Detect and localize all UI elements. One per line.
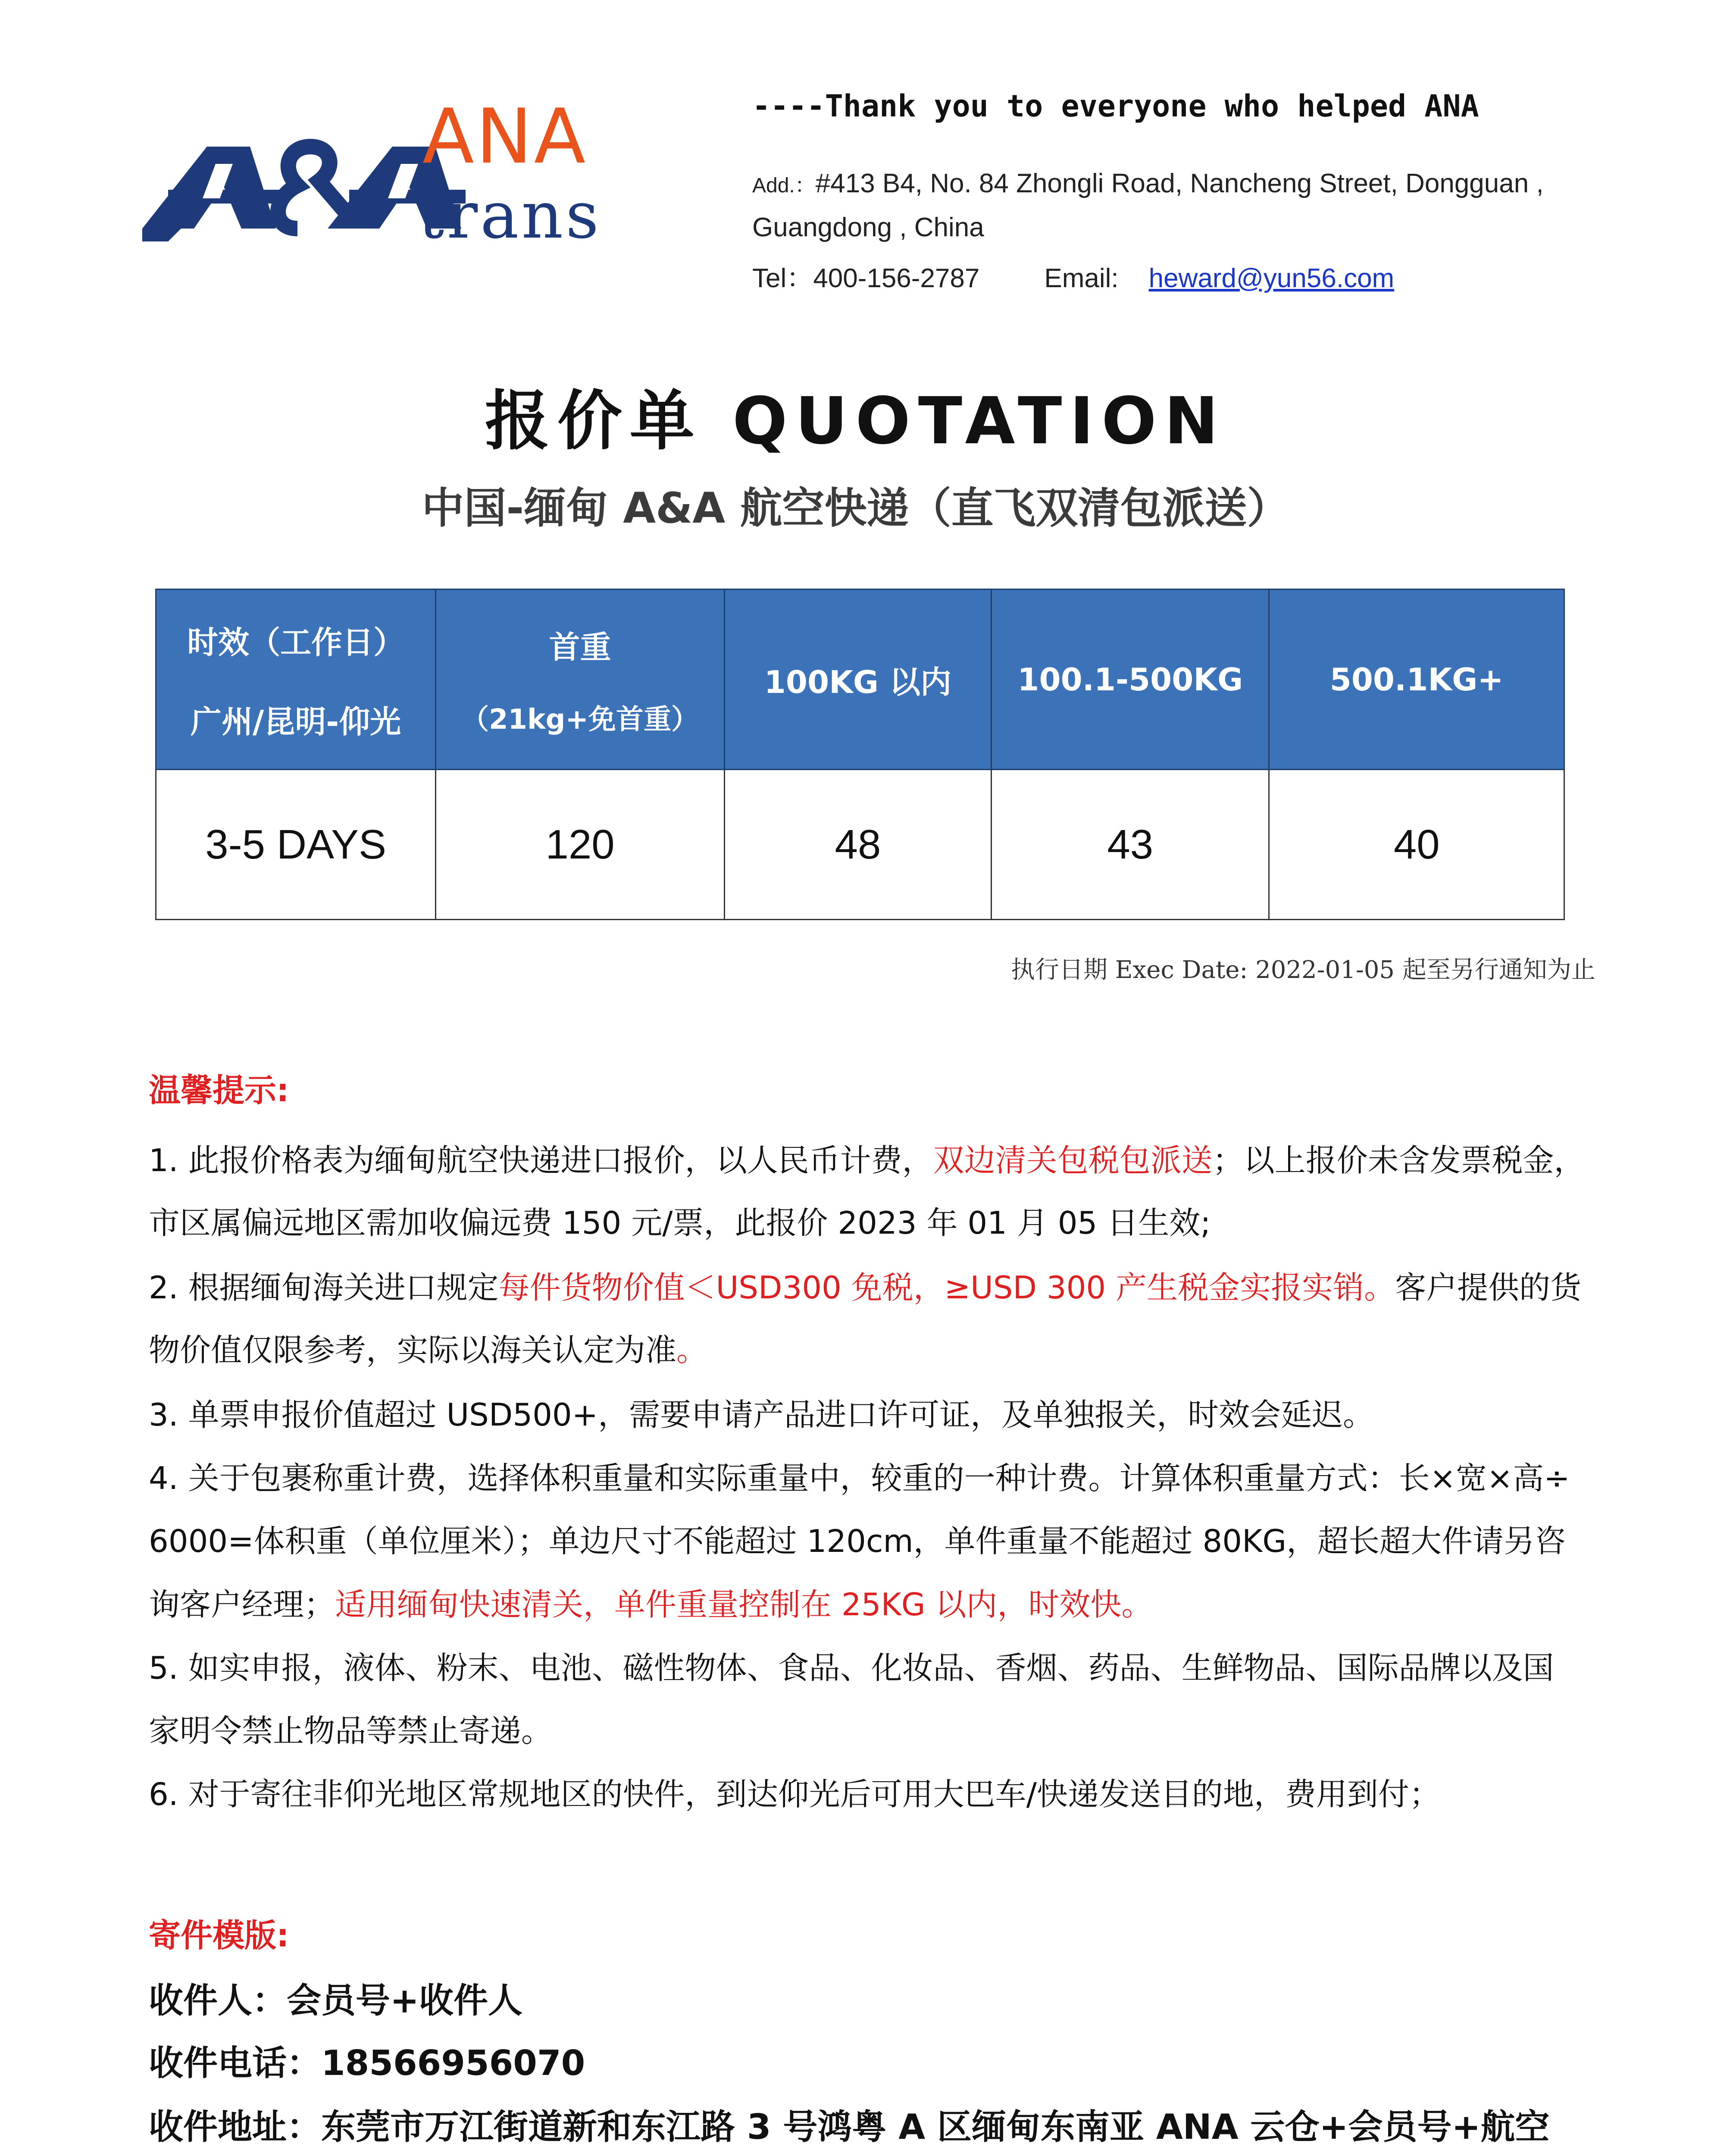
template-phone: 收件电话：18566956070: [149, 2043, 585, 2083]
note-highlight: 双边清关包税包派送: [933, 1142, 1213, 1178]
note-6: 6. 对于寄往非仰光地区常规地区的快件，到达仰光后可用大巴车/快递发送目的地，费用到付；: [149, 1776, 1440, 1812]
cell-first-weight-price: 120: [436, 770, 724, 920]
note-text: 客户提供的货: [1395, 1269, 1582, 1306]
template-heading: 寄件模版:: [149, 1917, 289, 1954]
rate-table: [155, 589, 1565, 920]
header-route-label: 广州/昆明-仰光: [191, 703, 401, 740]
page-title: 报价单 QUOTATION: [485, 384, 1226, 459]
note-1-line-2: 市区属偏远地区需加收偏远费 150 元/票，此报价 2023 年 01 月 05 日生效;: [149, 1205, 1211, 1241]
address-label: Add.：: [752, 174, 816, 197]
note-highlight: 每件货物价值＜USD300 免税，≥USD 300 产生税金实报实销。: [498, 1269, 1395, 1306]
cell-transit-days: 3-5 DAYS: [156, 770, 436, 920]
cell-over-500kg-price: 40: [1269, 770, 1564, 920]
header-first-weight-note: （21kg+免首重）: [461, 703, 699, 736]
note-4-line-1: 4. 关于包裹称重计费，选择体积重量和实际重量中，较重的一种计费。计算体积重量方式：长×宽×高÷: [149, 1460, 1570, 1496]
note-text: 询客户经理；: [149, 1586, 335, 1623]
note-2-line-1: [149, 1269, 1582, 1306]
note-text: 2. 根据缅甸海关进口规定: [149, 1269, 499, 1306]
header-first-weight: [436, 589, 724, 770]
tips-heading: 温馨提示:: [149, 1072, 289, 1109]
header-transit-time: [156, 589, 436, 770]
contact-row: [752, 257, 1394, 295]
note-text: 物价值仅限参考，实际以海关认定为准: [149, 1332, 677, 1368]
address-line-1: [752, 168, 1544, 199]
cell-under-100kg-price: 48: [724, 770, 991, 920]
note-4-line-3: [149, 1586, 1153, 1623]
template-address: 收件地址：东莞市万江街道新和东江路 3 号鸿粤 A 区缅甸东南亚 ANA 云仓+会员号+航空: [149, 2107, 1550, 2147]
header-first-weight-label: 首重: [549, 629, 611, 665]
page-subtitle: 中国-缅甸 A&A 航空快递（直飞双清包派送）: [422, 484, 1289, 533]
header-under-100kg: 100KG 以内: [724, 589, 991, 770]
email-link[interactable]: heward@yun56.com: [1148, 263, 1395, 293]
address-text: #413 B4, No. 84 Zhongli Road, Nancheng Street, Dongguan ,: [815, 169, 1544, 198]
phone-number: Tel：400-156-2787: [752, 263, 980, 293]
logo-trans-text: trans: [418, 178, 601, 253]
table-row: [156, 770, 1564, 920]
note-text: ；以上报价未含发票税金，: [1212, 1142, 1585, 1178]
header-over-500kg: 500.1KG+: [1269, 589, 1564, 770]
note-highlight: 适用缅甸快速清关，单件重量控制在 25KG 以内，时效快。: [335, 1586, 1153, 1623]
email-label: Email:: [1044, 263, 1119, 293]
logo-ana-text: ANA: [422, 93, 588, 181]
template-recipient: 收件人：会员号+收件人: [149, 1981, 523, 2021]
note-highlight: 。: [676, 1332, 708, 1368]
exec-date: 执行日期 Exec Date: 2022-01-05 起至另行通知为止: [1011, 956, 1595, 984]
address-line-2: Guangdong , China: [752, 213, 984, 242]
note-5-line-2: 家明令禁止物品等禁止寄递。: [149, 1713, 553, 1749]
cell-100-500kg-price: 43: [992, 770, 1269, 920]
note-text: 1. 此报价格表为缅甸航空快递进口报价，以人民币计费，: [149, 1142, 933, 1178]
note-5-line-1: 5. 如实申报，液体、粉末、电池、磁性物体、食品、化妆品、香烟、药品、生鲜物品、国际品牌以及国: [149, 1650, 1554, 1686]
thanks-line: ----Thank you to everyone who helped ANA: [752, 88, 1479, 124]
note-1-line-1: [149, 1142, 1585, 1178]
note-3: 3. 单票申报价值超过 USD500+，需要申请产品进口许可证，及单独报关，时效会延迟。: [149, 1397, 1374, 1433]
header-100-500kg: 100.1-500KG: [992, 589, 1269, 770]
table-header-row: [156, 589, 1564, 770]
note-2-line-2: [149, 1332, 708, 1368]
note-4-line-2: 6000=体积重（单位厘米）；单边尺寸不能超过 120cm，单件重量不能超过 80KG，超长超大件请另咨: [149, 1523, 1566, 1559]
header-transit-label: 时效（工作日）: [187, 624, 405, 661]
